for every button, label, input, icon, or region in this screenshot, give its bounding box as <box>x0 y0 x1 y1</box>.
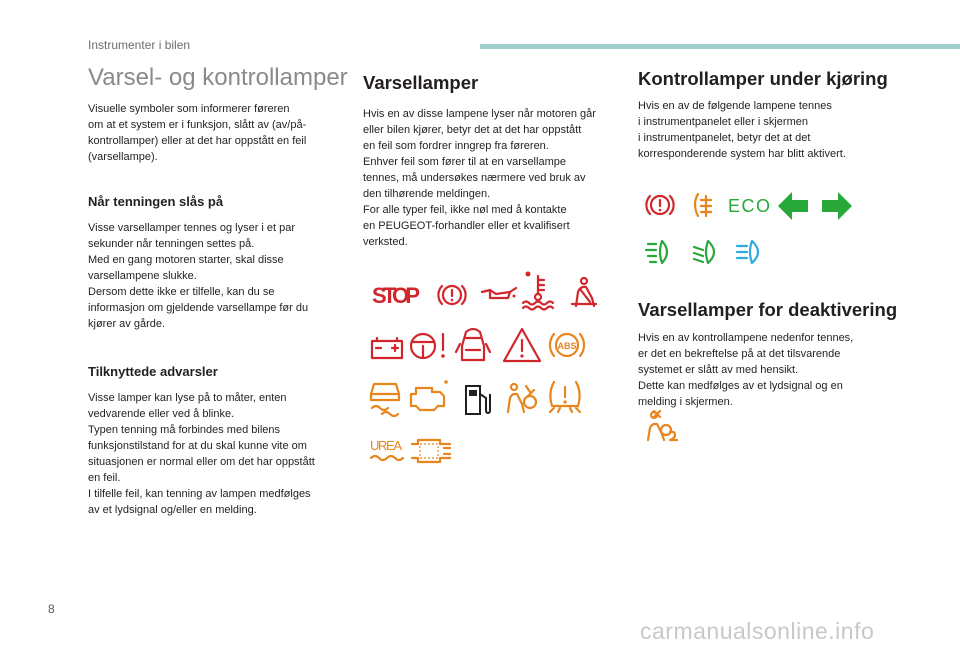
svg-text:ABS: ABS <box>557 341 577 351</box>
door-open-icon <box>456 326 490 366</box>
dipped-beam-icon <box>690 238 722 266</box>
warning-lamps-heading: Varsellamper <box>363 72 479 93</box>
particle-filter-icon <box>410 436 452 466</box>
right-turn-signal-icon <box>820 190 854 222</box>
general-warning-icon <box>502 326 542 364</box>
related-warnings-heading: Tilknyttede advarsler <box>88 364 218 379</box>
power-steering-icon <box>408 328 448 362</box>
esp-skid-icon <box>368 380 402 416</box>
header-rule <box>480 44 960 49</box>
main-beam-icon <box>734 238 766 266</box>
stop-warning-icon <box>372 282 422 308</box>
intro-text: Visuelle symboler som informerer føreren om at et system er i funksjon, slått av (av/på- kontrollamper) eller at det har oppstått en feil (varsellampe). <box>88 103 307 163</box>
section-header: Instrumenter i bilen <box>88 38 191 52</box>
ignition-text: Visse varsellamper tennes og lyser i et par sekunder når tenningen settes på. Med en gang motoren starter, skal disse varsellampene slukke. Dersom dette ikke er tilfelle, kan du se informasjon om gjeldende varsellampe før du kjører av gårde. <box>88 222 309 330</box>
svg-text:ECO: ECO <box>728 196 770 216</box>
passenger-airbag-off-icon <box>644 410 680 442</box>
brake-warning-icon <box>436 280 468 310</box>
seatbelt-warning-icon <box>568 276 600 310</box>
running-indicators-text: Hvis en av de følgende lampene tennes i instrumentpanelet eller i skjermen i instrumentpanelet, betyr det at det korresponderende system har blitt aktivert. <box>638 100 846 160</box>
ignition-heading: Når tenningen slås på <box>88 194 224 209</box>
airbag-fault-icon <box>504 382 538 414</box>
svg-text:UREA: UREA <box>370 438 402 453</box>
deactivation-text: Hvis en av kontrollampene nedenfor tennes, er det en bekreftelse på at det tilsvarende systemet er slått av med hensikt. Dette kan medfølges av et lydsignal og en melding i skjermen. <box>638 332 854 408</box>
fuel-level-icon <box>464 382 492 416</box>
front-fog-light-icon <box>644 238 676 266</box>
warning-lamps-text: Hvis en av disse lampene lyser når motoren går eller bilen kjører, betyr det at det har oppstått en feil som fordrer inngrep fra føreren. Enhver feil som fører til at en varsellampe tennes, må undersøkes nærmere ved bruk av den tilhørende meldingen. For alle typer feil, ikke nøl med å kontakte en PEUGEOT-forhandler eller et kvalifisert verksted. <box>363 108 596 248</box>
page-title: Varsel- og kontrollamper <box>88 64 348 91</box>
deactivation-heading: Varsellamper for deaktivering <box>638 299 898 320</box>
rear-fog-light-icon <box>690 190 720 220</box>
oil-pressure-icon <box>480 284 518 304</box>
abs-warning-icon <box>548 328 586 362</box>
tyre-pressure-icon <box>546 378 584 416</box>
eco-mode-icon <box>728 194 772 216</box>
battery-charge-icon <box>370 336 404 360</box>
watermark: carmanualsonline.info <box>640 618 875 644</box>
urea-warning-icon <box>370 436 404 466</box>
parking-brake-icon <box>644 190 676 220</box>
running-indicators-heading: Kontrollamper under kjøring <box>638 68 888 89</box>
related-warnings-text: Visse lamper kan lyse på to måter, enten vedvarende eller ved å blinke. Typen tenning må forbindes med bilens funksjonstilstand for at du skal kunne vite om situasjonen er normal eller om det har oppstått en feil. I tilfelle feil, kan tenning av lampen medfølges av et lydsignal og/eller en melding. <box>88 392 315 516</box>
page-number: 8 <box>48 602 55 616</box>
left-turn-signal-icon <box>776 190 810 222</box>
svg-text:STOP: STOP <box>372 283 420 308</box>
engine-fault-icon <box>408 380 448 414</box>
coolant-temperature-icon <box>520 270 556 312</box>
